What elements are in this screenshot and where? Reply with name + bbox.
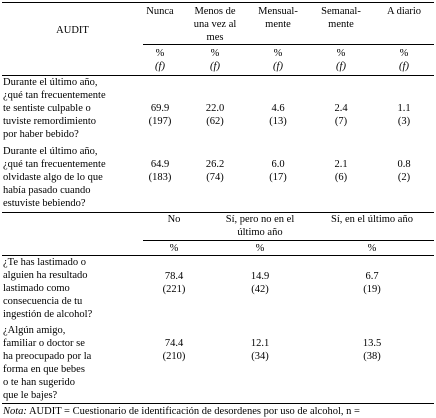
freq-symbol: (f) bbox=[399, 61, 409, 72]
pct-symbol: % bbox=[336, 48, 346, 59]
column-header-menos: Menos de una vez al mes bbox=[193, 6, 237, 43]
table-cell: 64.9 bbox=[150, 159, 170, 170]
column-header-semanal: Semanal- mente bbox=[321, 6, 361, 30]
table-cell: (2) bbox=[397, 172, 411, 183]
table-cell: 12.1 bbox=[250, 338, 270, 349]
audit-title: AUDIT bbox=[56, 25, 89, 36]
column-header-si-no-ultimo: Sí, pero no en el último año bbox=[225, 214, 295, 238]
question-preocupado: ¿Algún amigo, familiar o doctor se ha preocupado por la forma en que bebes o te han sugerido que le bajes? bbox=[3, 325, 92, 401]
table-cell: (19) bbox=[363, 284, 381, 295]
column-header-diario: A diario bbox=[386, 6, 422, 17]
table-cell: (42) bbox=[251, 284, 269, 295]
table-cell: (34) bbox=[251, 351, 269, 362]
table-cell: 6.0 bbox=[271, 159, 285, 170]
table-cell: (38) bbox=[363, 351, 381, 362]
table-cell: (62) bbox=[206, 116, 224, 127]
table-cell: 2.1 bbox=[334, 159, 348, 170]
pct-symbol: % bbox=[169, 243, 179, 254]
pct-symbol: % bbox=[399, 48, 409, 59]
freq-symbol: (f) bbox=[273, 61, 283, 72]
pct-symbol: % bbox=[367, 243, 377, 254]
pct-symbol: % bbox=[210, 48, 220, 59]
table-cell: 2.4 bbox=[334, 103, 348, 114]
table-cell: 0.8 bbox=[397, 159, 411, 170]
table-cell: (183) bbox=[148, 172, 172, 183]
table-cell: 13.5 bbox=[362, 338, 382, 349]
section-header-rule bbox=[143, 240, 434, 241]
top-rule bbox=[2, 2, 434, 3]
bottom-rule bbox=[2, 403, 434, 404]
table-cell: (210) bbox=[162, 351, 186, 362]
pct-symbol: % bbox=[155, 48, 165, 59]
table-cell: 26.2 bbox=[205, 159, 225, 170]
table-cell: 78.4 bbox=[164, 271, 184, 282]
table-cell: 6.7 bbox=[365, 271, 379, 282]
table-cell: 1.1 bbox=[397, 103, 411, 114]
pct-symbol: % bbox=[273, 48, 283, 59]
question-olvidaste: Durante el último año, ¿qué tan frecuentemente olvidaste algo de lo que había pasado cuando estuviste bebiendo? bbox=[3, 146, 106, 209]
table-note bbox=[3, 405, 435, 418]
table-cell: (3) bbox=[397, 116, 411, 127]
header-rule bbox=[143, 44, 434, 45]
table-cell: (13) bbox=[269, 116, 287, 127]
pct-symbol: % bbox=[255, 243, 265, 254]
table-cell: (74) bbox=[206, 172, 224, 183]
table-cell: 14.9 bbox=[250, 271, 270, 282]
column-header-nunca: Nunca bbox=[146, 6, 174, 17]
table-cell: 22.0 bbox=[205, 103, 225, 114]
table-cell: 4.6 bbox=[271, 103, 285, 114]
table-cell: (17) bbox=[269, 172, 287, 183]
table-cell: 74.4 bbox=[164, 338, 184, 349]
column-header-no: No bbox=[167, 214, 181, 225]
table-cell: (197) bbox=[148, 116, 172, 127]
table-cell: (6) bbox=[334, 172, 348, 183]
column-header-mensual: Mensual- mente bbox=[258, 6, 298, 30]
note-label: Nota: bbox=[3, 406, 27, 417]
table-cell: 69.9 bbox=[150, 103, 170, 114]
table-cell: (7) bbox=[334, 116, 348, 127]
column-header-si-ultimo: Sí, en el último año bbox=[331, 214, 413, 225]
question-culpable: Durante el último año, ¿qué tan frecuentemente te sentiste culpable o tuviste remordimiento por haber bebido? bbox=[3, 77, 106, 140]
freq-symbol: (f) bbox=[210, 61, 220, 72]
table-cell: (221) bbox=[162, 284, 186, 295]
freq-symbol: (f) bbox=[155, 61, 165, 72]
freq-symbol: (f) bbox=[336, 61, 346, 72]
note-text: AUDIT = Cuestionario de identificación de desordenes por uso de alcohol, n = bbox=[26, 406, 360, 417]
question-lastimado: ¿Te has lastimado o alguien ha resultado lastimado como consecuencia de tu ingestión de alcohol? bbox=[3, 257, 93, 320]
